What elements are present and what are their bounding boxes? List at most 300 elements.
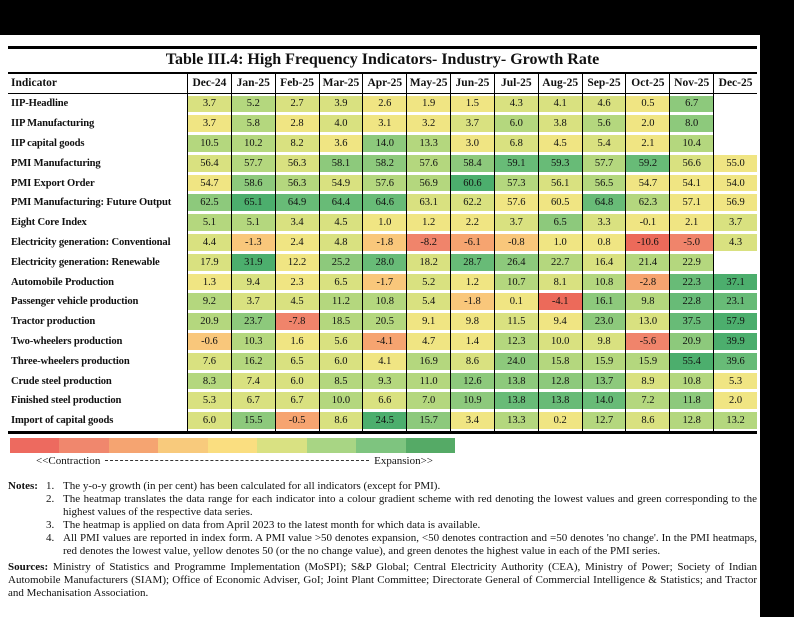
legend-labels [10, 453, 455, 467]
heatmap-cell [187, 411, 231, 431]
heatmap-cell-value: 3.7 [451, 115, 494, 132]
heatmap-cell-value: -5.0 [670, 234, 713, 251]
table-row [8, 391, 757, 411]
heatmap-cell-value: 4.1 [539, 96, 582, 113]
heatmap-cell [319, 351, 363, 371]
heatmap-cell [231, 272, 275, 292]
heatmap-cell-value: 9.4 [539, 313, 582, 330]
heatmap-cell [362, 252, 406, 272]
heatmap-cell [231, 94, 275, 114]
heatmap-cell-value: 2.8 [276, 115, 319, 132]
heatmap-cell [187, 193, 231, 213]
heatmap-cell [713, 252, 757, 272]
heatmap-cell [187, 332, 231, 352]
heatmap-cell [319, 252, 363, 272]
heatmap-cell [406, 213, 450, 233]
heatmap-cell [319, 391, 363, 411]
heatmap-cell [713, 351, 757, 371]
heatmap-cell [494, 312, 538, 332]
heatmap-cell-value: -1.7 [363, 274, 406, 291]
heatmap-cell [187, 233, 231, 253]
heatmap-cell [494, 233, 538, 253]
heatmap-cell [406, 114, 450, 134]
heatmap-cell [231, 351, 275, 371]
heatmap-table [8, 46, 757, 434]
heatmap-cell-value: 15.5 [232, 412, 275, 429]
heatmap-cell [669, 411, 713, 431]
heatmap-cell [669, 233, 713, 253]
heatmap-cell-value: 23.0 [583, 313, 626, 330]
heatmap-cell [538, 272, 582, 292]
indicator-label: Import of capital goods [11, 415, 114, 427]
heatmap-cell-value: 3.7 [714, 214, 757, 231]
heatmap-cell [231, 114, 275, 134]
heatmap-cell-value: 11.5 [495, 313, 538, 330]
heatmap-cell-value: 7.0 [407, 392, 450, 409]
heatmap-cell-value: 8.6 [626, 412, 669, 429]
indicator-label: Two-wheelers production [11, 335, 123, 347]
heatmap-cell-value: 11.8 [670, 392, 713, 409]
heatmap-cell [538, 114, 582, 134]
legend-color-segment [356, 438, 405, 453]
heatmap-cell [494, 252, 538, 272]
heatmap-cell-value: 13.3 [495, 412, 538, 429]
heatmap-cell-value: 18.5 [320, 313, 363, 330]
heatmap-cell [231, 371, 275, 391]
heatmap-cell-value: 12.2 [276, 254, 319, 271]
heatmap-cell-value: 4.4 [188, 234, 231, 251]
heatmap-cell [713, 411, 757, 431]
indicator-label: PMI Manufacturing: Future Output [11, 197, 172, 209]
heatmap-cell [187, 94, 231, 114]
heatmap-cell-value: 1.5 [451, 96, 494, 113]
heatmap-cell [319, 272, 363, 292]
heatmap-cell-value: 5.1 [188, 214, 231, 231]
heatmap-cell [231, 193, 275, 213]
heatmap-cell-value: 54.1 [670, 175, 713, 192]
heatmap-cell [319, 114, 363, 134]
heatmap-cell-value: 5.6 [583, 115, 626, 132]
heatmap-cell-value: 23.7 [232, 313, 275, 330]
heatmap-cell [362, 292, 406, 312]
heatmap-cell [406, 391, 450, 411]
table-row [8, 351, 757, 371]
heatmap-cell [319, 312, 363, 332]
heatmap-cell-value: 9.8 [583, 333, 626, 350]
heatmap-cell-value: 28.7 [451, 254, 494, 271]
legend-color-segment [59, 438, 108, 453]
heatmap-cell [625, 292, 669, 312]
heatmap-cell [275, 272, 319, 292]
heatmap-cell [625, 332, 669, 352]
heatmap-cell-value: 22.3 [670, 274, 713, 291]
note-text: The heatmap is applied on data from April 2023 to the latest month for which data is available. [63, 519, 481, 532]
heatmap-cell [582, 193, 626, 213]
heatmap-cell [231, 312, 275, 332]
heatmap-cell-value: 2.2 [451, 214, 494, 231]
heatmap-cell [538, 134, 582, 154]
heatmap-cell [450, 292, 494, 312]
heatmap-cell-value: 8.6 [451, 353, 494, 370]
heatmap-cell-value: 37.1 [714, 274, 757, 291]
heatmap-cell [406, 292, 450, 312]
heatmap-cell-value: -1.3 [232, 234, 275, 251]
legend-color-segment [307, 438, 356, 453]
heatmap-cell [538, 332, 582, 352]
heatmap-cell [450, 312, 494, 332]
heatmap-cell [582, 213, 626, 233]
table-row [8, 292, 757, 312]
heatmap-cell [538, 351, 582, 371]
heatmap-cell-value: 14.0 [583, 392, 626, 409]
heatmap-cell [275, 114, 319, 134]
heatmap-cell-value: 3.8 [539, 115, 582, 132]
heatmap-cell [538, 371, 582, 391]
heatmap-cell-value: -7.8 [276, 313, 319, 330]
heatmap-cell [582, 411, 626, 431]
heatmap-cell-value: 1.0 [539, 234, 582, 251]
heatmap-cell-value: 57.6 [495, 194, 538, 211]
heatmap-cell-value: 26.4 [495, 254, 538, 271]
heatmap-cell [231, 153, 275, 173]
heatmap-cell [319, 153, 363, 173]
heatmap-cell-value: 1.0 [363, 214, 406, 231]
heatmap-cell-value: 10.8 [583, 274, 626, 291]
heatmap-cell-value: 21.4 [626, 254, 669, 271]
heatmap-cell [362, 134, 406, 154]
heatmap-cell-value: 24.5 [363, 412, 406, 429]
heatmap-cell-value: 6.5 [539, 214, 582, 231]
heatmap-cell [669, 134, 713, 154]
heatmap-cell [319, 213, 363, 233]
heatmap-cell [582, 272, 626, 292]
heatmap-cell-value: 25.2 [320, 254, 363, 271]
heatmap-cell-value: 16.1 [583, 293, 626, 310]
heatmap-cell [319, 94, 363, 114]
heatmap-cell [275, 332, 319, 352]
heatmap-cell [625, 371, 669, 391]
heatmap-cell [275, 173, 319, 193]
heatmap-cell [362, 351, 406, 371]
heatmap-cell [713, 153, 757, 173]
heatmap-cell [669, 312, 713, 332]
indicator-label: PMI Manufacturing [11, 157, 101, 169]
heatmap-cell-value: 7.4 [232, 373, 275, 390]
heatmap-cell-value: 12.3 [495, 333, 538, 350]
table-row [8, 193, 757, 213]
heatmap-cell [319, 371, 363, 391]
indicator-label: IIP-Headline [11, 98, 69, 110]
note-number: 3. [46, 519, 55, 532]
heatmap-cell [319, 332, 363, 352]
heatmap-cell-value: 4.0 [320, 115, 363, 132]
heatmap-cell-value: -1.8 [363, 234, 406, 251]
heatmap-cell [713, 213, 757, 233]
indicator-label: Electricity generation: Conventional [11, 236, 171, 248]
table-row [8, 153, 757, 173]
heatmap-cell [362, 233, 406, 253]
heatmap-cell [231, 292, 275, 312]
indicator-label: PMI Export Order [11, 177, 95, 189]
note-item [8, 480, 757, 493]
heatmap-cell [669, 371, 713, 391]
indicator-label: IIP Manufacturing [11, 118, 95, 130]
heatmap-cell-value: 55.4 [670, 353, 713, 370]
note-number: 4. [46, 532, 55, 545]
heatmap-cell [406, 193, 450, 213]
column-header: Dec-25 [713, 74, 757, 93]
heatmap-cell-value: 13.3 [407, 135, 450, 152]
note-number: 2. [46, 492, 55, 505]
heatmap-cell-value: 20.5 [363, 313, 406, 330]
heatmap-cell-value: 59.2 [626, 155, 669, 172]
heatmap-cell-value: 9.8 [451, 313, 494, 330]
heatmap-cell [538, 391, 582, 411]
heatmap-cell-value: 18.2 [407, 254, 450, 271]
heatmap-cell [625, 193, 669, 213]
heatmap-cell-value: 8.1 [539, 274, 582, 291]
heatmap-cell [494, 134, 538, 154]
heatmap-cell-value: 5.1 [232, 214, 275, 231]
heatmap-cell [406, 312, 450, 332]
heatmap-cell-value: -5.6 [626, 333, 669, 350]
heatmap-cell-value: 57.7 [583, 155, 626, 172]
heatmap-cell [406, 351, 450, 371]
heatmap-cell-value: 0.2 [539, 412, 582, 429]
heatmap-cell-value: 6.5 [320, 274, 363, 291]
heatmap-cell-value: 2.1 [626, 135, 669, 152]
column-header: Mar-25 [319, 74, 363, 93]
note-text: The heatmap translates the data range for each indicator into a colour gradient scheme with red denoting the lowest values and green corresponding to the highest values of the respective data series. [63, 492, 757, 518]
heatmap-cell [275, 134, 319, 154]
heatmap-cell-value: 56.5 [583, 175, 626, 192]
heatmap-cell-value: 1.2 [407, 214, 450, 231]
heatmap-cell-value: 57.9 [714, 313, 757, 330]
heatmap-cell [275, 292, 319, 312]
table-row [8, 213, 757, 233]
column-header: May-25 [406, 74, 450, 93]
heatmap-cell [625, 213, 669, 233]
legend-color-segment [208, 438, 257, 453]
heatmap-cell-value: 58.6 [232, 175, 275, 192]
heatmap-cell [494, 272, 538, 292]
heatmap-cell-value: -6.1 [451, 234, 494, 251]
heatmap-cell-value: -8.2 [407, 234, 450, 251]
heatmap-cell [669, 153, 713, 173]
heatmap-cell-value: 54.9 [320, 175, 363, 192]
heatmap-cell-value: 56.4 [188, 155, 231, 172]
heatmap-cell-value: 10.9 [451, 392, 494, 409]
heatmap-cell [669, 252, 713, 272]
heatmap-cell [582, 173, 626, 193]
heatmap-cell-value: 6.0 [320, 353, 363, 370]
table-row [8, 134, 757, 154]
heatmap-cell-value: 28.0 [363, 254, 406, 271]
heatmap-cell-value: 64.4 [320, 194, 363, 211]
column-header: Jan-25 [231, 74, 275, 93]
heatmap-cell [406, 134, 450, 154]
heatmap-cell-value: -4.1 [539, 293, 582, 310]
heatmap-cell-value: 2.0 [714, 392, 757, 409]
table-row [8, 252, 757, 272]
heatmap-cell [450, 173, 494, 193]
heatmap-cell-value: 9.1 [407, 313, 450, 330]
heatmap-cell [450, 213, 494, 233]
heatmap-cell [494, 193, 538, 213]
heatmap-cell [187, 371, 231, 391]
heatmap-cell-value: 11.2 [320, 293, 363, 310]
heatmap-cell-value: 6.7 [232, 392, 275, 409]
heatmap-cell [538, 153, 582, 173]
heatmap-cell-value: 16.4 [583, 254, 626, 271]
heatmap-cell-value: 54.7 [188, 175, 231, 192]
heatmap-cell-value: 13.8 [495, 392, 538, 409]
heatmap-cell-value: 5.3 [188, 392, 231, 409]
heatmap-cell-value: 20.9 [188, 313, 231, 330]
heatmap-cell-value: 2.7 [276, 96, 319, 113]
heatmap-cell [494, 351, 538, 371]
heatmap-cell [187, 114, 231, 134]
heatmap-cell-value: 4.5 [539, 135, 582, 152]
heatmap-cell-value: 58.4 [451, 155, 494, 172]
heatmap-cell-value: 10.8 [670, 373, 713, 390]
heatmap-cell-value: 62.3 [626, 194, 669, 211]
heatmap-cell [494, 173, 538, 193]
heatmap-cell [713, 134, 757, 154]
heatmap-cell [275, 193, 319, 213]
heatmap-cell-value: 2.6 [363, 96, 406, 113]
heatmap-cell [494, 371, 538, 391]
heatmap-cell [187, 351, 231, 371]
heatmap-cell-value: 13.2 [714, 412, 757, 429]
heatmap-cell-value: -10.6 [626, 234, 669, 251]
heatmap-cell-value [714, 96, 757, 113]
heatmap-cell [406, 332, 450, 352]
heatmap-cell [406, 252, 450, 272]
heatmap-cell-value: 6.0 [276, 373, 319, 390]
heatmap-cell-value: 8.2 [276, 135, 319, 152]
heatmap-cell-value: 55.0 [714, 155, 757, 172]
heatmap-cell-value: 3.0 [451, 135, 494, 152]
note-number: 1. [46, 479, 55, 492]
heatmap-cell-value: 3.6 [320, 135, 363, 152]
heatmap-cell-value: 6.8 [495, 135, 538, 152]
heatmap-cell-value: 3.1 [363, 115, 406, 132]
heatmap-cell-value: 6.0 [188, 412, 231, 429]
heatmap-cell-value [714, 135, 757, 152]
heatmap-cell-value: 56.9 [407, 175, 450, 192]
indicator-label: Crude steel production [11, 375, 112, 387]
heatmap-cell-value: 5.3 [714, 373, 757, 390]
heatmap-cell-value: 13.7 [583, 373, 626, 390]
heatmap-cell [713, 233, 757, 253]
column-header: Feb-25 [275, 74, 319, 93]
heatmap-cell-value: 8.0 [670, 115, 713, 132]
heatmap-cell-value: 56.3 [276, 155, 319, 172]
heatmap-cell-value: 3.7 [495, 214, 538, 231]
column-header: Sep-25 [582, 74, 626, 93]
heatmap-cell-value: 0.5 [626, 96, 669, 113]
heatmap-cell [406, 173, 450, 193]
heatmap-cell-value: 65.1 [232, 194, 275, 211]
heatmap-cell-value: 1.9 [407, 96, 450, 113]
heatmap-cell [669, 114, 713, 134]
column-header: Jun-25 [450, 74, 494, 93]
heatmap-cell [362, 411, 406, 431]
heatmap-cell [319, 292, 363, 312]
heatmap-cell-value: 14.0 [363, 135, 406, 152]
heatmap-cell-value: 13.0 [626, 313, 669, 330]
heatmap-cell-value: 5.2 [232, 96, 275, 113]
legend-color-segment [257, 438, 306, 453]
heatmap-cell [362, 193, 406, 213]
heatmap-cell [275, 391, 319, 411]
table-row [8, 332, 757, 352]
heatmap-cell [231, 252, 275, 272]
heatmap-cell-value: 63.1 [407, 194, 450, 211]
heatmap-cell [582, 292, 626, 312]
heatmap-cell-value: 64.8 [583, 194, 626, 211]
heatmap-cell-value: 54.0 [714, 175, 757, 192]
heatmap-cell [362, 173, 406, 193]
heatmap-cell [494, 153, 538, 173]
column-header-indicator: Indicator [11, 77, 57, 89]
heatmap-cell [625, 134, 669, 154]
legend-expansion-label: Expansion>> [374, 454, 433, 467]
sources-text: Ministry of Statistics and Programme Implementation (MoSPI); S&P Global; Central Electricity Authority (CEA), Ministry of Power; Society of Indian Automobile Manufacturers (SIAM); Office of Economic Adviser, GoI; Joint Plant Committee; Directorate General of Commercial Intelligence & Statistics; and Tractor and Mechanisation Association. [8, 560, 758, 600]
heatmap-cell-value: 1.6 [276, 333, 319, 350]
heatmap-cell [406, 371, 450, 391]
legend-color-segment [109, 438, 158, 453]
heatmap-cell-value: 10.2 [232, 135, 275, 152]
heatmap-cell [275, 94, 319, 114]
heatmap-cell [275, 213, 319, 233]
heatmap-cell-value: 16.9 [407, 353, 450, 370]
top-black-band [0, 0, 794, 35]
heatmap-legend [10, 438, 455, 467]
heatmap-cell [406, 233, 450, 253]
heatmap-cell-value: 3.7 [188, 115, 231, 132]
heatmap-cell-value: 4.3 [714, 234, 757, 251]
heatmap-cell [713, 94, 757, 114]
heatmap-cell-value: 15.8 [539, 353, 582, 370]
table-row [8, 114, 757, 134]
heatmap-cell-value: 8.9 [626, 373, 669, 390]
heatmap-cell [669, 272, 713, 292]
heatmap-cell [582, 114, 626, 134]
column-header: Aug-25 [538, 74, 582, 93]
heatmap-cell [231, 134, 275, 154]
table-row [8, 233, 757, 253]
heatmap-cell-value: 12.8 [670, 412, 713, 429]
indicator-label: Finished steel production [11, 395, 122, 407]
heatmap-cell [362, 94, 406, 114]
heatmap-cell [538, 193, 582, 213]
heatmap-cell [582, 252, 626, 272]
heatmap-cell-value: 62.2 [451, 194, 494, 211]
table-row [8, 371, 757, 391]
heatmap-cell-value: 3.7 [232, 293, 275, 310]
heatmap-cell-value: 56.3 [276, 175, 319, 192]
table-row [8, 94, 757, 114]
heatmap-cell-value: 5.4 [407, 293, 450, 310]
heatmap-cell [582, 371, 626, 391]
indicator-label: Tractor production [11, 316, 96, 328]
heatmap-cell [582, 153, 626, 173]
heatmap-cell-value: 4.8 [320, 234, 363, 251]
heatmap-cell-value: 9.2 [188, 293, 231, 310]
heatmap-cell-value: 6.7 [670, 96, 713, 113]
